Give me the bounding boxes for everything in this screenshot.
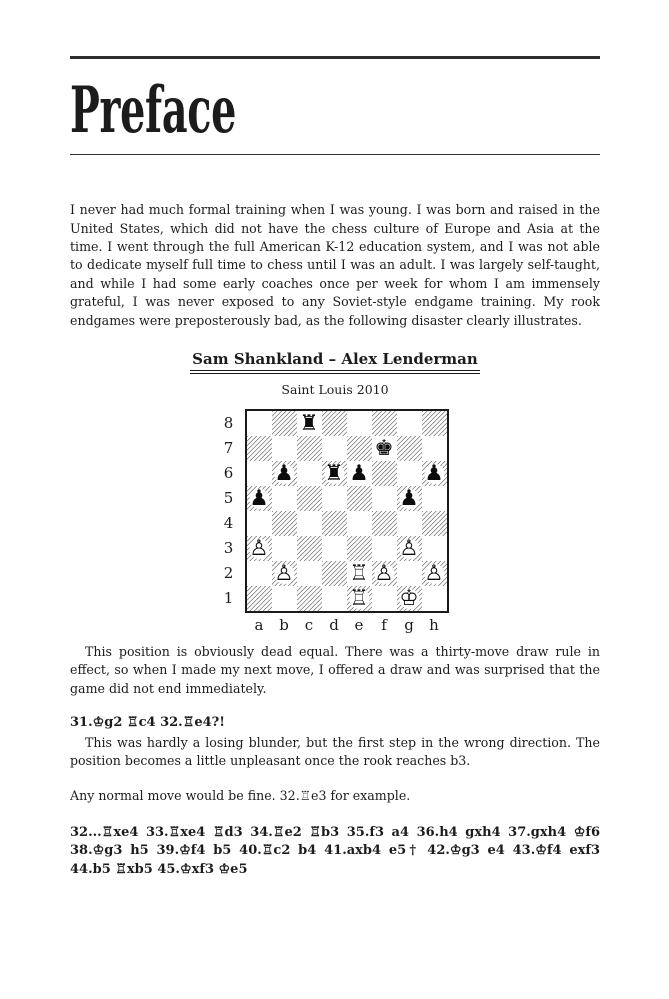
square-c7 bbox=[297, 436, 322, 461]
square-e6 bbox=[347, 461, 372, 486]
square-b3 bbox=[272, 536, 297, 561]
file-label-h: h bbox=[429, 615, 439, 634]
square-c2 bbox=[297, 561, 322, 586]
black-king-icon: ♚ bbox=[374, 435, 394, 461]
square-h6 bbox=[422, 461, 447, 486]
note-paragraph-2: Any normal move would be fine. 32.♖e3 for example. bbox=[70, 788, 411, 804]
square-f3 bbox=[372, 536, 397, 561]
square-f8 bbox=[372, 411, 397, 436]
white-pawn-icon: ♙ bbox=[374, 560, 394, 586]
square-d8 bbox=[322, 411, 347, 436]
square-f6 bbox=[372, 461, 397, 486]
square-c5 bbox=[297, 486, 322, 511]
black-pawn-icon: ♟ bbox=[399, 485, 419, 511]
book-page bbox=[0, 56, 669, 879]
square-f4 bbox=[372, 511, 397, 536]
rank-label-5: 5 bbox=[223, 488, 234, 507]
square-g6 bbox=[397, 461, 422, 486]
square-b7 bbox=[272, 436, 297, 461]
title-rule bbox=[70, 154, 600, 156]
square-h1 bbox=[422, 586, 447, 611]
moves-line-1: 31.♔g2 ♖c4 32.♖e4?! bbox=[70, 715, 225, 731]
chess-diagram bbox=[70, 409, 600, 635]
square-e4 bbox=[347, 511, 372, 536]
commentary-paragraph: This position is obviously dead equal. There was a thirty-move draw rule in effect, so when I made my next move, I offered a draw and was surprised that the game did not end immediately. bbox=[70, 643, 600, 696]
square-e2 bbox=[347, 561, 372, 586]
black-pawn-icon: ♟ bbox=[274, 460, 294, 486]
square-g8 bbox=[397, 411, 422, 436]
square-a5 bbox=[247, 486, 272, 511]
game-header bbox=[70, 349, 600, 374]
square-g3 bbox=[397, 536, 422, 561]
square-f2 bbox=[372, 561, 397, 586]
black-pawn-icon: ♟ bbox=[424, 460, 444, 486]
square-d4 bbox=[322, 511, 347, 536]
file-label-c: c bbox=[304, 615, 314, 634]
square-b8 bbox=[272, 411, 297, 436]
square-h8 bbox=[422, 411, 447, 436]
rank-label-3: 3 bbox=[223, 538, 234, 557]
rank-label-2: 2 bbox=[223, 563, 234, 582]
square-d5 bbox=[322, 486, 347, 511]
square-c8 bbox=[297, 411, 322, 436]
square-d6 bbox=[322, 461, 347, 486]
players-names: Sam Shankland – Alex Lenderman bbox=[190, 350, 480, 374]
file-label-b: b bbox=[279, 615, 289, 634]
note-paragraph-1: This was hardly a losing blunder, but the first step in the wrong direction. The position becomes a little unpleasant once the rook reaches b3. bbox=[70, 734, 600, 769]
white-pawn-icon: ♙ bbox=[274, 560, 294, 586]
square-c6 bbox=[297, 461, 322, 486]
black-rook-icon: ♜ bbox=[299, 410, 319, 436]
square-b1 bbox=[272, 586, 297, 611]
square-h2 bbox=[422, 561, 447, 586]
file-label-g: g bbox=[404, 615, 414, 634]
square-f1 bbox=[372, 586, 397, 611]
rank-label-4: 4 bbox=[223, 513, 234, 532]
square-g5 bbox=[397, 486, 422, 511]
square-d7 bbox=[322, 436, 347, 461]
white-pawn-icon: ♙ bbox=[249, 535, 269, 561]
square-e7 bbox=[347, 436, 372, 461]
square-b5 bbox=[272, 486, 297, 511]
square-e1 bbox=[347, 586, 372, 611]
square-f7 bbox=[372, 436, 397, 461]
square-h4 bbox=[422, 511, 447, 536]
square-b2 bbox=[272, 561, 297, 586]
square-g2 bbox=[397, 561, 422, 586]
white-rook-icon: ♖ bbox=[349, 585, 369, 611]
square-h7 bbox=[422, 436, 447, 461]
white-rook-icon: ♖ bbox=[349, 560, 369, 586]
square-a1 bbox=[247, 586, 272, 611]
square-c3 bbox=[297, 536, 322, 561]
chess-board bbox=[245, 409, 449, 613]
square-d2 bbox=[322, 561, 347, 586]
file-label-f: f bbox=[381, 615, 387, 634]
top-rule bbox=[70, 56, 600, 59]
square-a3 bbox=[247, 536, 272, 561]
white-king-icon: ♔ bbox=[399, 585, 419, 611]
intro-paragraph: I never had much formal training when I was young. I was born and raised in the United States, which did not have the chess culture of Europe and Asia at the time. I went through the full American K-12 education system, and I was not able to dedicate myself full time to chess until I was an adult. I was largely self-taught, and while I had some early coaches once per week for whom I am immensely grateful, I was never exposed to any Soviet-style endgame training. My rook endgames were preposterously bad, as the following disaster clearly illustrates. bbox=[70, 202, 600, 328]
square-h3 bbox=[422, 536, 447, 561]
rank-label-1: 1 bbox=[223, 588, 234, 607]
square-c4 bbox=[297, 511, 322, 536]
black-pawn-icon: ♟ bbox=[349, 460, 369, 486]
game-venue: Saint Louis 2010 bbox=[281, 381, 389, 397]
square-a7 bbox=[247, 436, 272, 461]
square-b6 bbox=[272, 461, 297, 486]
square-g7 bbox=[397, 436, 422, 461]
square-e3 bbox=[347, 536, 372, 561]
moves-line-2: 32...♖xe4 33.♖xe4 ♖d3 34.♖e2 ♖b3 35.f3 a4 36.h4 gxh4 37.gxh4 ♔f6 38.♔g3 h5 39.♔f4 b5 40.♖c2 b4 41.axb4 e5† 42.♔g3 e4 43.♔f4 exf3 44.b5 ♖xb5 45.♔xf3 ♔e5 bbox=[70, 824, 600, 877]
square-e5 bbox=[347, 486, 372, 511]
black-pawn-icon: ♟ bbox=[249, 485, 269, 511]
square-b4 bbox=[272, 511, 297, 536]
chapter-title: Preface bbox=[70, 72, 237, 148]
rank-label-8: 8 bbox=[223, 413, 234, 432]
file-label-a: a bbox=[254, 615, 264, 634]
rank-label-7: 7 bbox=[223, 438, 234, 457]
square-a2 bbox=[247, 561, 272, 586]
square-a4 bbox=[247, 511, 272, 536]
square-d1 bbox=[322, 586, 347, 611]
square-d3 bbox=[322, 536, 347, 561]
file-label-d: d bbox=[329, 615, 339, 634]
square-c1 bbox=[297, 586, 322, 611]
square-g1 bbox=[397, 586, 422, 611]
square-a6 bbox=[247, 461, 272, 486]
file-label-e: e bbox=[354, 615, 364, 634]
square-f5 bbox=[372, 486, 397, 511]
board-block bbox=[245, 409, 449, 635]
file-labels bbox=[247, 615, 449, 635]
rank-labels bbox=[222, 409, 245, 611]
black-rook-icon: ♜ bbox=[324, 460, 344, 486]
square-a8 bbox=[247, 411, 272, 436]
white-pawn-icon: ♙ bbox=[424, 560, 444, 586]
white-pawn-icon: ♙ bbox=[399, 535, 419, 561]
rank-label-6: 6 bbox=[223, 463, 234, 482]
square-h5 bbox=[422, 486, 447, 511]
square-g4 bbox=[397, 511, 422, 536]
square-e8 bbox=[347, 411, 372, 436]
